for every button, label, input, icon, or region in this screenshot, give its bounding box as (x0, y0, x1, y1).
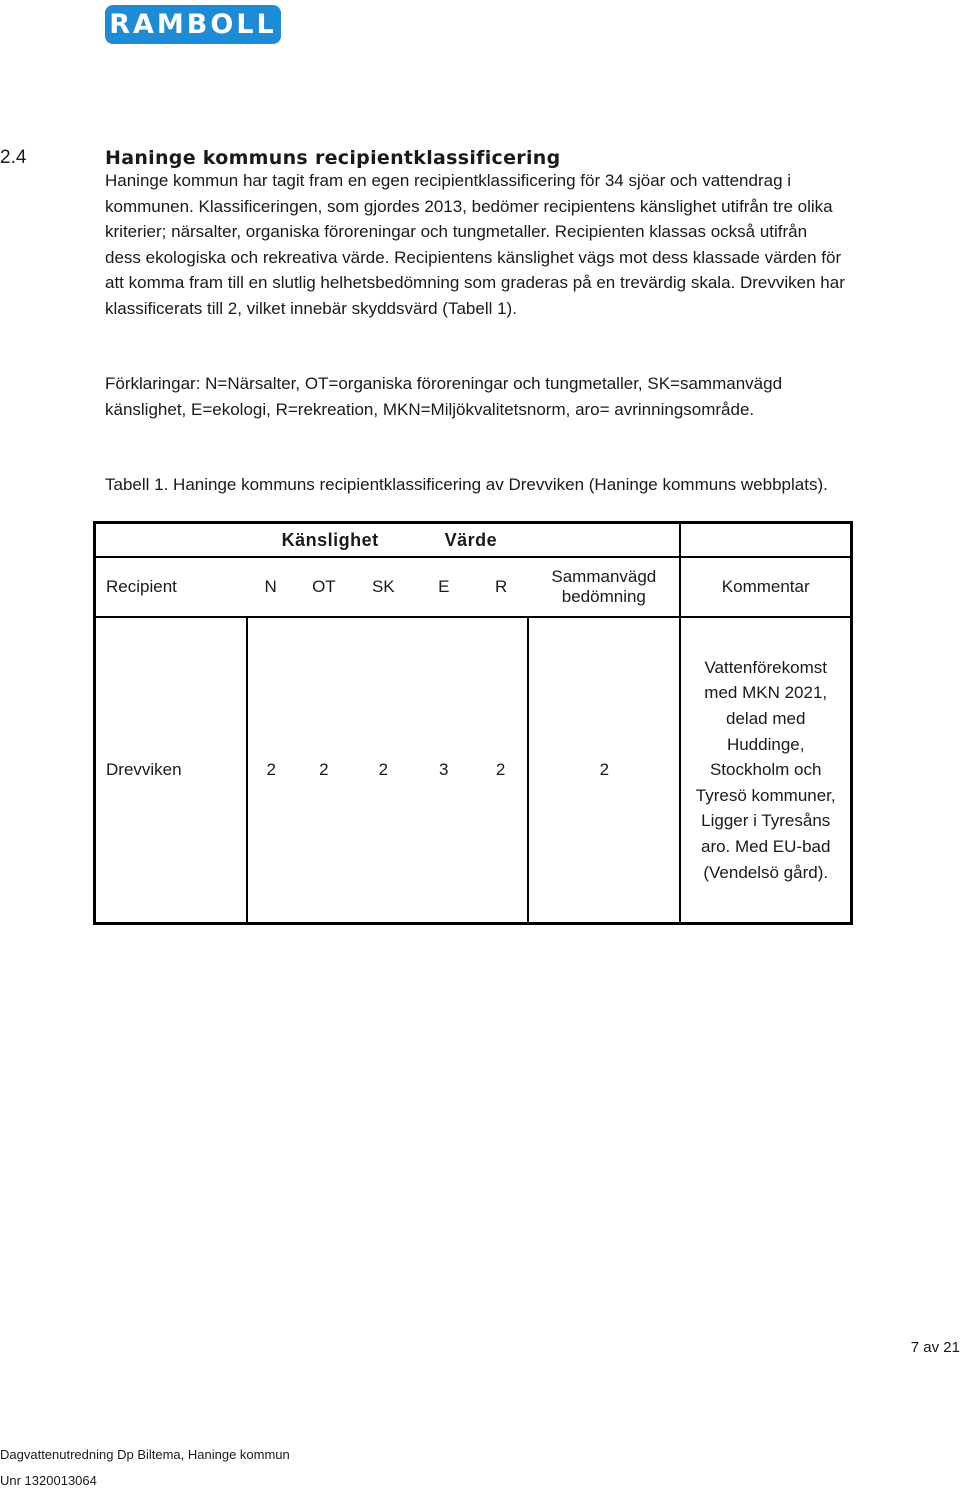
cell-sk: 2 (353, 617, 413, 924)
cell-r: 2 (474, 617, 528, 924)
page-number: 7 av 21 (910, 1339, 960, 1356)
column-header-sk: SK (353, 557, 413, 617)
cell-e: 3 (414, 617, 474, 924)
group-header-row (95, 523, 852, 558)
column-header-e: E (414, 557, 474, 617)
cell-n: 2 (247, 617, 295, 924)
column-header-recipient: Recipient (95, 557, 247, 617)
ramboll-logo: RAMBOLL (105, 5, 281, 44)
column-header-row (95, 557, 852, 617)
footer-reference: Unr 1320013064 (0, 1473, 97, 1488)
column-header-ot: OT (295, 557, 353, 617)
body-paragraph: Haninge kommun har tagit fram en egen recipientklassificering för 34 sjöar och vattendrag i kommunen. Klassificeringen, som gjordes 2013, bedömer recipientens känslighet utifrån tre olika kriterier; närsalter, organiska föroreningar och tungmetaller. Recipienten klassas också utifrån dess ekologiska och rekreativa värde. Recipientens känslighet vägs mot dess klassade värden för att komma fram till en slutlig helhetsbedömning som graderas på en trevärdig skala. Drevviken har klassificerats till 2, vilket innebär skyddsvärd (Tabell 1). (105, 171, 845, 318)
group-header-value: Värde (444, 529, 498, 550)
cell-comment: Vattenförekomst med MKN 2021, delad med Huddinge, Stockholm och Tyresö kommuner, Ligger i Tyresåns aro. Med EU-bad (Vendelsö gård). (680, 617, 851, 924)
table-caption: Tabell 1. Haninge kommuns recipientklassificering av Drevviken (Haninge kommuns webbplats). (105, 475, 828, 494)
explanations-paragraph: Förklaringar: N=Närsalter, OT=organiska föroreningar och tungmetaller, SK=sammanvägd känslighet, E=ekologi, R=rekreation, MKN=Miljökvalitetsnorm, aro= avrinningsområde. (105, 374, 783, 419)
cell-total: 2 (528, 617, 680, 924)
footer-document-title: Dagvattenutredning Dp Biltema, Haninge kommun (0, 1447, 290, 1462)
column-header-r: R (474, 557, 528, 617)
group-header-sensitivity: Känslighet (281, 529, 379, 550)
section-number: 2.4 (0, 147, 27, 168)
column-header-comment: Kommentar (680, 557, 851, 617)
section-title: Haninge kommuns recipientklassificering (105, 147, 561, 169)
column-header-total: Sammanvägd bedömning (528, 557, 680, 617)
classification-table (93, 521, 853, 925)
cell-ot: 2 (295, 617, 353, 924)
column-header-n: N (247, 557, 295, 617)
table-row (95, 617, 852, 924)
cell-recipient: Drevviken (95, 617, 247, 924)
